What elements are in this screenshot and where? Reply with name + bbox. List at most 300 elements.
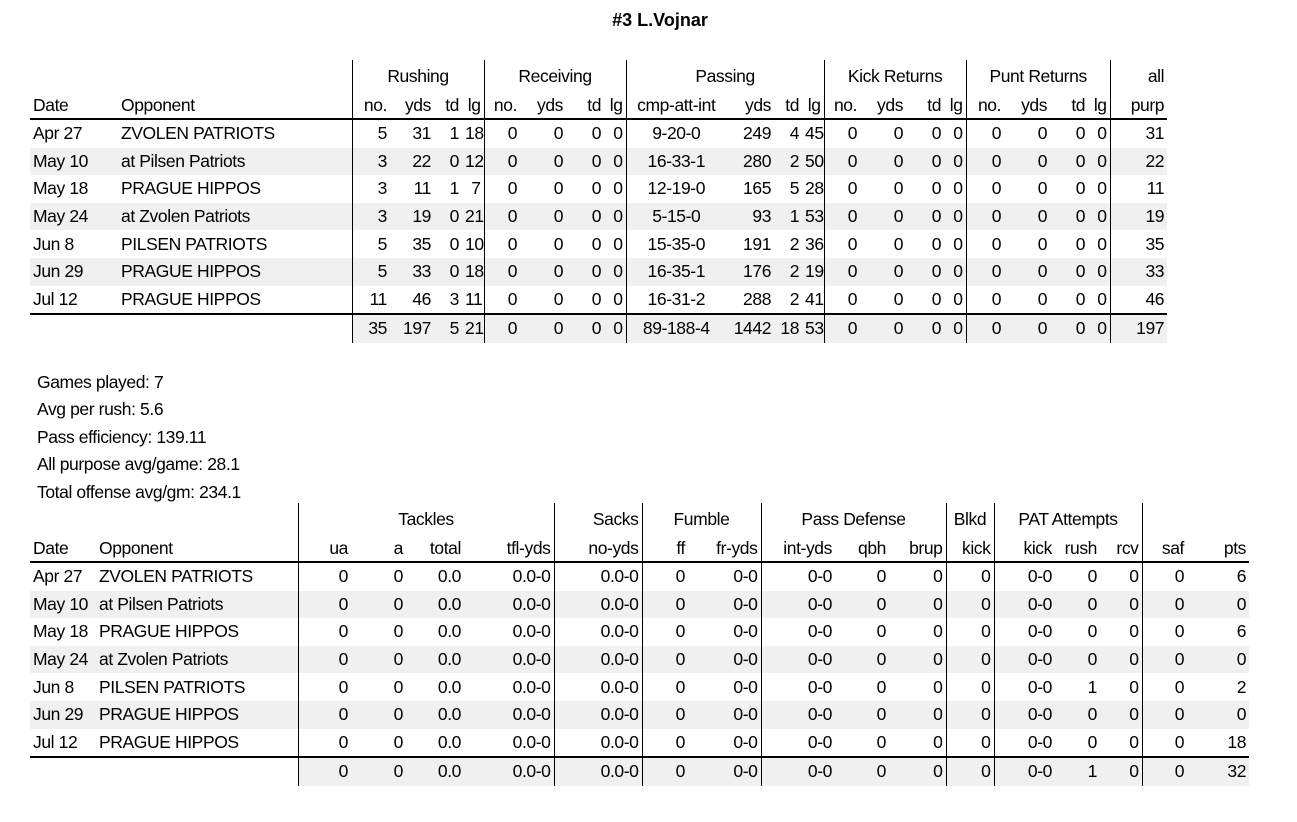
table-cell: 0: [944, 286, 966, 315]
table-cell: 89-188-4: [626, 314, 726, 343]
table-cell: 33: [390, 258, 434, 286]
table-cell: 0: [1100, 646, 1142, 674]
table-cell: 0: [893, 233, 904, 254]
table-cell: 0: [484, 286, 520, 315]
table-cell: 0: [1088, 314, 1110, 343]
group-header: Tackles: [298, 503, 554, 535]
table-cell: 0: [591, 178, 602, 199]
table-cell: brup: [889, 535, 946, 562]
table-cell: td: [566, 92, 604, 119]
table-cell: 18: [774, 314, 802, 343]
table-cell: ff: [642, 535, 688, 562]
table-cell: 0: [1142, 562, 1187, 591]
table-cell: 5: [352, 230, 390, 258]
table-cell: 0: [1142, 729, 1187, 758]
defense-column-header-row: [30, 535, 1249, 562]
table-cell: 0.0-0: [464, 729, 554, 758]
table-cell: 32: [1187, 757, 1249, 786]
table-cell: at Pilsen Patriots: [96, 591, 298, 619]
table-cell: 0: [553, 178, 564, 199]
table-row: [30, 203, 1167, 231]
table-cell: 0-0: [688, 591, 761, 619]
table-cell: 0: [933, 566, 943, 587]
table-cell: 0: [966, 203, 1004, 231]
table-cell: 46: [390, 286, 434, 315]
table-cell: 1: [1087, 676, 1098, 697]
table-cell: [96, 757, 298, 786]
table-cell: 0: [835, 591, 889, 619]
table-cell: 0: [1129, 621, 1139, 642]
table-row: [30, 175, 1167, 203]
table-cell: 0: [860, 258, 906, 286]
group-header: Rushing: [352, 60, 484, 92]
table-cell: 3: [434, 286, 462, 315]
table-cell: 0: [1142, 591, 1187, 619]
table-cell: 0: [393, 676, 403, 697]
table-cell: 0-0: [761, 591, 835, 619]
table-cell: 0: [889, 646, 946, 674]
table-cell: 0.0: [437, 621, 461, 642]
table-cell: lg: [1088, 92, 1110, 119]
table-cell: 0: [351, 646, 406, 674]
table-cell: 0: [966, 314, 1004, 343]
table-cell: 0: [889, 591, 946, 619]
table-cell: 19: [1110, 203, 1167, 231]
offense-totals-row: [30, 314, 1167, 343]
table-cell: 0: [591, 233, 602, 254]
table-cell: 0.0-0: [554, 591, 642, 619]
table-cell: 0: [642, 562, 688, 591]
table-cell: 0: [966, 230, 1004, 258]
pass-efficiency: Pass efficiency: 139.11: [37, 426, 207, 447]
table-cell: 0: [1088, 148, 1110, 176]
table-cell: 0-0: [761, 618, 835, 646]
table-cell: 6: [1236, 621, 1247, 642]
table-cell: 0: [946, 618, 994, 646]
table-cell: PILSEN PATRIOTS: [121, 233, 268, 254]
table-cell: saf: [1142, 535, 1187, 562]
table-cell: yds: [390, 92, 434, 119]
table-row: [30, 673, 1249, 701]
table-cell: Jun 29: [30, 701, 96, 729]
table-cell: pts: [1187, 535, 1249, 562]
table-cell: 0: [566, 314, 604, 343]
player-title: #3 L.Vojnar: [612, 10, 708, 30]
table-cell: 0: [613, 233, 623, 254]
table-row: [30, 258, 1167, 286]
table-cell: Jun 8: [33, 676, 74, 697]
table-cell: 0: [604, 314, 626, 343]
table-cell: fr-yds: [688, 535, 761, 562]
table-cell: Date: [30, 535, 96, 562]
table-row: [30, 119, 1167, 148]
table-cell: Jun 8: [33, 233, 74, 254]
table-cell: 0.0-0: [554, 757, 642, 786]
table-cell: 31: [1110, 119, 1167, 148]
table-cell: 0.0-0: [512, 676, 551, 697]
table-cell: purp: [1110, 92, 1167, 119]
table-cell: 11: [462, 286, 484, 315]
table-cell: 5-15-0: [626, 203, 726, 231]
table-cell: 0: [946, 562, 994, 591]
table-row: [30, 591, 1249, 619]
table-cell: 0: [1087, 566, 1098, 587]
table-cell: 0: [966, 119, 1004, 148]
table-cell: 11: [352, 286, 390, 315]
table-cell: 176: [726, 258, 774, 286]
table-cell: 0: [906, 286, 944, 315]
table-cell: 0: [1004, 314, 1050, 343]
table-cell: 0: [1100, 591, 1142, 619]
table-cell: qbh: [835, 535, 889, 562]
table-cell: 0: [591, 123, 602, 144]
table-cell: 0: [553, 123, 564, 144]
table-cell: 0: [860, 286, 906, 315]
table-cell: 0: [906, 203, 944, 231]
table-cell: 0: [1129, 676, 1139, 697]
table-cell: 0: [1088, 286, 1110, 315]
table-cell: PRAGUE HIPPOS: [118, 258, 352, 286]
table-cell: 1442: [726, 314, 774, 343]
table-row: [30, 286, 1167, 315]
table-cell: 0-0: [733, 676, 758, 697]
table-cell: 0: [1087, 621, 1098, 642]
table-cell: 0.0-0: [512, 566, 551, 587]
table-cell: 0: [1142, 646, 1187, 674]
table-cell: 35: [352, 314, 390, 343]
table-cell: 0: [298, 562, 351, 591]
table-cell: 0: [824, 314, 860, 343]
table-cell: 0: [642, 757, 688, 786]
table-cell: 0: [298, 729, 351, 758]
table-cell: 0: [1142, 618, 1187, 646]
table-cell: 0: [520, 286, 566, 315]
table-cell: 197: [390, 314, 434, 343]
table-cell: PRAGUE HIPPOS: [121, 178, 261, 199]
table-cell: 0: [946, 591, 994, 619]
table-cell: 0: [835, 701, 889, 729]
offense-table: [30, 60, 1167, 343]
table-cell: 0.0-0: [554, 646, 642, 674]
table-cell: 0: [1004, 203, 1050, 231]
table-cell: 0: [953, 123, 963, 144]
table-cell: 0: [1129, 566, 1139, 587]
table-cell: 0-0: [994, 673, 1055, 701]
table-cell: 0: [966, 286, 1004, 315]
table-cell: 0: [520, 148, 566, 176]
table-cell: 0: [946, 757, 994, 786]
table-cell: 0-0: [994, 701, 1055, 729]
table-cell: 0: [906, 148, 944, 176]
table-cell: 12: [462, 148, 484, 176]
table-cell: 0: [1088, 258, 1110, 286]
table-cell: td: [906, 92, 944, 119]
table-cell: 53: [802, 314, 824, 343]
table-row: [30, 230, 1167, 258]
table-cell: 0: [298, 591, 351, 619]
table-cell: no.: [484, 92, 520, 119]
table-cell: 0: [484, 119, 520, 148]
table-cell: 0: [944, 203, 966, 231]
table-cell: 0: [393, 566, 403, 587]
table-cell: 0: [1075, 178, 1086, 199]
table-cell: 191: [743, 233, 772, 254]
table-cell: Apr 27: [33, 123, 83, 144]
table-cell: 0: [1100, 757, 1142, 786]
table-cell: 0: [860, 314, 906, 343]
table-cell: 0: [876, 676, 886, 697]
table-cell: 0: [1075, 233, 1086, 254]
table-cell: 0: [642, 673, 688, 701]
table-cell: May 24: [30, 203, 118, 231]
table-cell: 0: [613, 123, 623, 144]
table-cell: 0.0-0: [554, 729, 642, 758]
table-cell: no.: [824, 92, 860, 119]
table-cell: 5: [789, 178, 800, 199]
table-cell: PRAGUE HIPPOS: [96, 729, 298, 758]
table-cell: 0: [1097, 178, 1107, 199]
avg-per-rush: Avg per rush: 5.6: [37, 399, 164, 420]
table-cell: a: [351, 535, 406, 562]
table-cell: 0.0: [406, 757, 464, 786]
table-cell: 0: [1050, 286, 1088, 315]
table-cell: 5: [434, 314, 462, 343]
table-cell: at Zvolen Patriots: [96, 646, 298, 674]
table-cell: 0: [893, 123, 904, 144]
table-cell: yds: [1004, 92, 1050, 119]
header-spacer: [30, 60, 352, 92]
table-cell: 0: [642, 618, 688, 646]
table-cell: 0: [566, 148, 604, 176]
games-played: Games played: 7: [37, 372, 164, 392]
table-cell: 2: [789, 233, 800, 254]
table-cell: 0: [298, 757, 351, 786]
table-cell: td: [1050, 92, 1088, 119]
table-cell: 0.0-0: [464, 591, 554, 619]
table-cell: 16-31-2: [626, 286, 726, 315]
table-cell: 33: [1110, 258, 1167, 286]
table-cell: 0: [604, 148, 626, 176]
table-cell: Jul 12: [30, 729, 96, 758]
table-cell: 0: [566, 258, 604, 286]
table-cell: May 10: [30, 148, 118, 176]
table-row: [30, 618, 1249, 646]
table-cell: 0: [860, 203, 906, 231]
table-cell: Opponent: [118, 92, 352, 119]
table-cell: 18: [462, 258, 484, 286]
table-cell: 0: [1187, 646, 1249, 674]
table-cell: 19: [390, 203, 434, 231]
table-cell: yds: [860, 92, 906, 119]
table-cell: 0: [1004, 286, 1050, 315]
table-cell: 0: [613, 178, 623, 199]
table-cell: 249: [743, 123, 772, 144]
table-cell: 0: [876, 566, 886, 587]
table-cell: 0: [953, 178, 963, 199]
table-cell: 0: [1100, 701, 1142, 729]
table-cell: 0.0-0: [554, 673, 642, 701]
table-cell: 46: [1110, 286, 1167, 315]
table-cell: 0: [1142, 757, 1187, 786]
all-purpose-avg: All purpose avg/game: 28.1: [37, 454, 240, 475]
table-cell: 0.0: [406, 591, 464, 619]
table-cell: rush: [1055, 535, 1100, 562]
table-cell: 0-0: [994, 757, 1055, 786]
table-cell: 0: [298, 701, 351, 729]
defense-stats-table: [30, 503, 1249, 786]
table-cell: 0: [824, 230, 860, 258]
table-cell: 0: [642, 591, 688, 619]
table-cell: 1: [1055, 757, 1100, 786]
table-cell: 0: [484, 203, 520, 231]
table-row: [30, 729, 1249, 758]
table-cell: 0-0: [994, 562, 1055, 591]
total-offense-avg: Total offense avg/gm: 234.1: [37, 481, 241, 502]
defense-table: [30, 503, 1249, 786]
table-cell: 22: [390, 148, 434, 176]
table-cell: 0: [944, 314, 966, 343]
table-cell: 7: [471, 178, 481, 199]
table-cell: 0: [520, 203, 566, 231]
table-cell: cmp-att-int: [626, 92, 726, 119]
table-cell: td: [774, 92, 802, 119]
table-cell: 12-19-0: [626, 175, 726, 203]
table-cell: 0: [944, 148, 966, 176]
group-header: Punt Returns: [966, 60, 1110, 92]
table-cell: 0.0-0: [464, 757, 554, 786]
table-cell: 0: [944, 258, 966, 286]
table-cell: 0: [553, 233, 564, 254]
table-cell: 0.0-0: [512, 621, 551, 642]
table-cell: 0: [824, 175, 860, 203]
table-cell: 1: [774, 203, 802, 231]
group-header: PAT Attempts: [994, 503, 1142, 535]
table-cell: lg: [462, 92, 484, 119]
table-cell: 0: [1187, 701, 1249, 729]
table-cell: 0: [1050, 148, 1088, 176]
table-cell: 0: [946, 701, 994, 729]
table-cell: 0: [953, 233, 963, 254]
table-row: [30, 562, 1249, 591]
offense-stats-table: [30, 60, 1167, 343]
table-cell: 10: [465, 233, 484, 254]
table-cell: 0: [566, 203, 604, 231]
table-cell: PRAGUE HIPPOS: [118, 286, 352, 315]
group-header: Passing: [626, 60, 824, 92]
table-cell: 50: [802, 148, 824, 176]
table-cell: kick: [946, 535, 994, 562]
table-cell: 2: [774, 286, 802, 315]
table-cell: 6: [1236, 566, 1247, 587]
table-cell: 0: [889, 729, 946, 758]
table-cell: 0: [1097, 123, 1107, 144]
table-cell: [30, 757, 96, 786]
table-cell: 21: [462, 203, 484, 231]
table-cell: 1: [449, 178, 459, 199]
table-cell: 5: [352, 258, 390, 286]
table-cell: 0: [1100, 729, 1142, 758]
table-cell: 0: [351, 591, 406, 619]
table-cell: 0: [393, 621, 403, 642]
table-cell: 0: [1050, 314, 1088, 343]
table-cell: 0: [946, 646, 994, 674]
table-cell: 0: [566, 286, 604, 315]
table-cell: no.: [966, 92, 1004, 119]
table-cell: 0: [906, 258, 944, 286]
table-row: [30, 646, 1249, 674]
group-header: all: [1110, 60, 1167, 92]
table-cell: 1: [449, 123, 459, 144]
table-cell: 0: [1004, 258, 1050, 286]
group-header: Pass Defense: [761, 503, 946, 535]
table-cell: 0-0: [688, 729, 761, 758]
table-cell: 0-0: [761, 729, 835, 758]
table-cell: 0: [520, 314, 566, 343]
table-cell: 280: [726, 148, 774, 176]
group-header: Receiving: [484, 60, 626, 92]
table-cell: 0: [484, 314, 520, 343]
table-cell: 0: [1142, 701, 1187, 729]
table-cell: 18: [465, 123, 484, 144]
table-cell: 0: [1004, 148, 1050, 176]
table-cell: 0: [933, 621, 943, 642]
table-cell: 0: [946, 673, 994, 701]
group-header: Blkd: [946, 503, 994, 535]
table-cell: 0: [1055, 729, 1100, 758]
table-cell: May 24: [30, 646, 96, 674]
table-cell: Apr 27: [33, 566, 83, 587]
table-cell: [30, 314, 118, 343]
table-cell: 0-0: [761, 701, 835, 729]
table-cell: 22: [1110, 148, 1167, 176]
table-cell: 36: [805, 233, 824, 254]
table-cell: May 10: [30, 591, 96, 619]
table-cell: 2: [774, 148, 802, 176]
table-cell: 35: [1110, 230, 1167, 258]
table-cell: int-yds: [761, 535, 835, 562]
table-cell: 0: [824, 148, 860, 176]
table-cell: 4: [789, 123, 800, 144]
table-cell: 0: [484, 258, 520, 286]
table-cell: PRAGUE HIPPOS: [99, 621, 239, 642]
table-cell: 0: [1037, 178, 1048, 199]
table-cell: 0-0: [761, 562, 835, 591]
table-cell: 165: [743, 178, 772, 199]
table-cell: 0: [931, 178, 942, 199]
table-cell: May 18: [33, 178, 88, 199]
table-cell: 0: [604, 286, 626, 315]
table-cell: 0: [889, 757, 946, 786]
table-cell: rcv: [1100, 535, 1142, 562]
table-cell: 0: [434, 258, 462, 286]
table-cell: 0: [1088, 203, 1110, 231]
table-cell: 0.0-0: [464, 646, 554, 674]
table-cell: 0.0-0: [554, 618, 642, 646]
table-cell: 0.0: [406, 729, 464, 758]
table-cell: 0: [642, 729, 688, 758]
table-cell: 0: [824, 203, 860, 231]
table-cell: 0: [966, 258, 1004, 286]
table-cell: 9-20-0: [626, 119, 726, 148]
table-cell: Opponent: [96, 535, 298, 562]
table-cell: 3: [352, 203, 390, 231]
table-cell: 11: [1110, 175, 1167, 203]
table-cell: at Zvolen Patriots: [118, 203, 352, 231]
table-cell: 11: [413, 178, 431, 199]
defense-group-header-row: [30, 503, 1249, 535]
table-cell: 21: [462, 314, 484, 343]
table-cell: 0: [966, 148, 1004, 176]
